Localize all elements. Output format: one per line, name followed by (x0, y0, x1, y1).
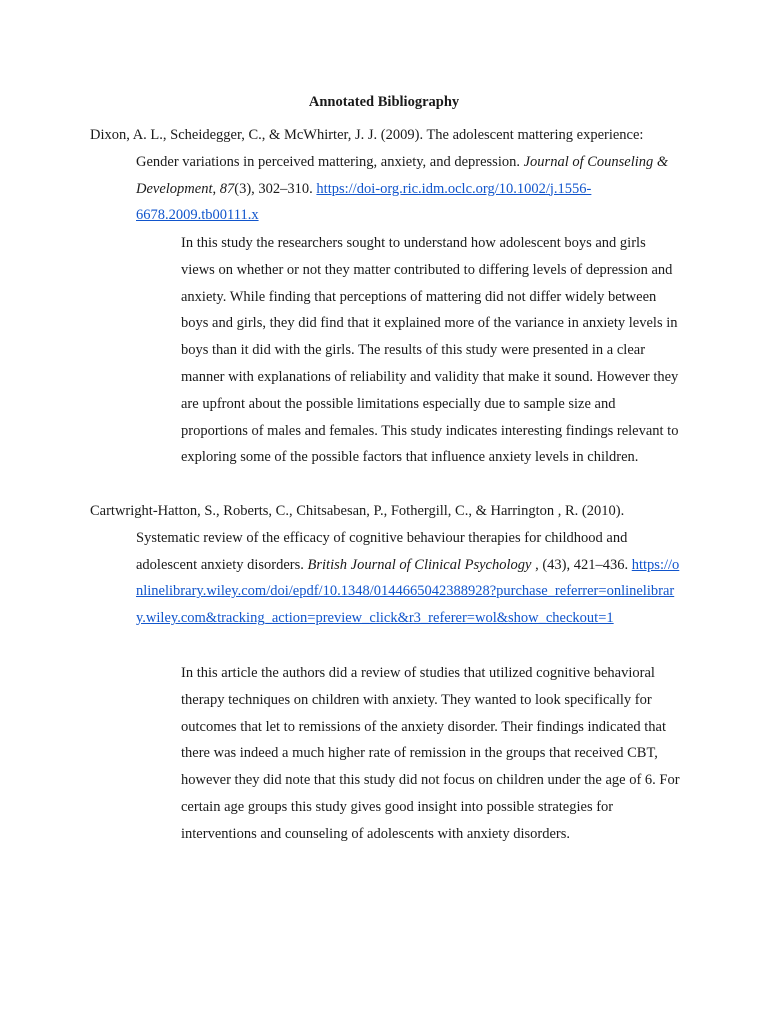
journal-title: Journal of Counseling & Development (136, 153, 669, 197)
citation-entry (90, 498, 680, 632)
annotation-paragraph: In this study the researchers sought to understand how adolescent boys and girls views on whether or not they matter contributed to differing levels of depression and anxiety. While finding that perceptions of mattering did not differ widely between boys and girls, they did find that it explained more of the variance in anxiety levels in boys than it did with the girls. The results of this study were presented in a clear manner with explanations of reliability and validity that make it sound. However they are upfront about the possible limitations especially due to sample size and proportions of males and females. This study indicates interesting findings relevant to exploring some of the possible factors that influence anxiety levels in children. (181, 235, 679, 466)
citation-pages: (3), 302–310. (234, 180, 317, 197)
citation-link[interactable]: https://onlinelibrary.wiley.com/doi/epdf/10.1348/0144665042388928?purchase_referrer=onlinelibrary.wiley.com&tracking_action=preview_click&r3_referer=wol&show_checkout=1 (136, 556, 680, 627)
citation-pages: , (43), 421–436. (531, 556, 632, 573)
citation-entry (90, 122, 680, 229)
citation-link[interactable]: https://doi-org.ric.idm.oclc.org/10.1002/j.1556-6678.2009.tb00111.x (136, 180, 592, 224)
citation-text: Dixon, A. L., Scheidegger, C., & McWhirter, J. J. (2009). The adolescent mattering experience: Gender variations in perceived mattering, anxiety, and depression. (90, 127, 644, 170)
page-title: Annotated Bibliography (308, 94, 460, 110)
annotation-paragraph: In this article the authors did a review of studies that utilized cognitive behavioral therapy techniques on children with anxiety. They wanted to look specifically for outcomes that let to remissions of the anxiety disorder. Their findings indicated that there was indeed a much higher rate of remission in the groups that received CBT, however they did note that this study did not focus on children under the age of 6. For certain age groups this study gives good insight into possible strategies for interventions and counseling of adolescents with anxiety disorders. (181, 665, 680, 842)
citation-separator: , (212, 180, 220, 197)
journal-title: British Journal of Clinical Psychology (307, 556, 532, 573)
citation-text: Cartwright-Hatton, S., Roberts, C., Chitsabesan, P., Fothergill, C., & Harrington , R. (2010). Systematic review of the efficacy of cognitive behaviour therapies for childhood and adolescent anxiety disorders. (90, 503, 628, 573)
journal-volume: 87 (219, 180, 235, 197)
